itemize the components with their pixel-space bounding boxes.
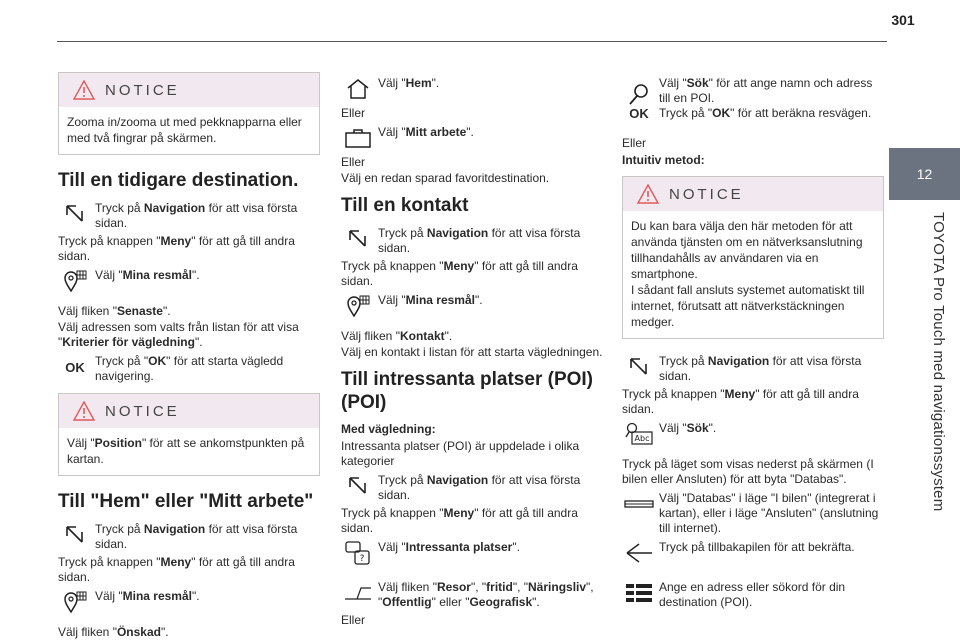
heading-contact: Till en kontakt — [341, 195, 469, 216]
notice-text: Du kan bara välja den här metoden för att använda tjänsten om en nätverksanslutning tillhandahålls av användaren via en smartphone. I sådant fall ansluts systemet automatiskt till internet, förutsatt att nätverkstäckningen medger. — [631, 219, 865, 329]
notice-header — [59, 73, 319, 107]
warning-icon — [73, 80, 95, 100]
step-enter-address: Ange en adress eller sökord för din destination (POI). — [622, 579, 884, 610]
paragraph: Tryck på knappen "Meny" för att gå till andra sidan. — [58, 234, 295, 263]
step-search: OK Välj "Sök" för att ange namn och adress till en POI. Tryck på "OK" för att beräkna resvägen. — [622, 75, 884, 127]
ok-icon: OK — [629, 105, 649, 121]
paragraph: Eller — [341, 613, 366, 627]
paragraph: Tryck på knappen "Meny" för att gå till andra sidan. — [341, 259, 578, 288]
step-ok: OK Tryck på "OK" för att starta vägledd navigering. — [58, 353, 320, 384]
page-number: 301 — [891, 12, 915, 28]
paragraph: Tryck på knappen "Meny" för att gå till andra sidan. — [622, 387, 859, 416]
paragraph: Tryck på läget som visas nederst på skärmen (I bilen eller Ansluten) för att byta "Databas". — [622, 457, 874, 486]
chapter-tab — [889, 148, 960, 200]
notice-title: NOTICE — [105, 402, 180, 420]
poi-icon — [341, 539, 375, 567]
paragraph: Välj fliken "Kontakt". — [341, 329, 453, 343]
step-my-destinations: Välj "Mina resmål". — [341, 292, 603, 320]
step-work: Välj "Mitt arbete". — [341, 124, 603, 152]
notice-header — [623, 177, 883, 211]
list-grid-icon — [622, 579, 656, 607]
chapter-number: 12 — [916, 165, 933, 182]
paragraph: Intressanta platser (POI) är uppdelade i olika kategorier — [341, 439, 580, 468]
column-3 — [622, 72, 884, 613]
map-pin-grid-icon — [58, 267, 92, 295]
paragraph: Välj fliken "Önskad". — [58, 625, 169, 639]
step-my-destinations: Välj "Mina resmål". — [58, 267, 320, 295]
step-database: Välj "Databas" i läge "I bilen" (integrerat i kartan), eller i läge "Ansluten" (anslutning till internet). — [622, 490, 884, 536]
navigation-icon — [341, 472, 375, 500]
ok-icon: OK — [65, 359, 85, 375]
heading-previous-destination: Till en tidigare destination. — [58, 170, 299, 191]
paragraph: Välj adressen som valts från listan för att visa "Kriterier för vägledning". — [58, 320, 299, 349]
warning-icon — [637, 184, 659, 204]
paragraph: Välj en redan sparad favoritdestination. — [341, 171, 550, 185]
notice-title: NOTICE — [669, 185, 744, 203]
step-navigation: Tryck på Navigation för att visa första sidan. — [58, 200, 320, 231]
step-navigation: Tryck på Navigation för att visa första sidan. — [58, 521, 320, 552]
paragraph: Välj en kontakt i listan för att starta vägledningen. — [341, 345, 603, 359]
notice-box — [622, 176, 884, 339]
step-home: Välj "Hem". — [341, 75, 603, 103]
paragraph: Tryck på knappen "Meny" för att gå till andra sidan. — [341, 506, 578, 535]
side-title: TOYOTA Pro Touch med navigationssystem — [930, 212, 947, 512]
paragraph: Tryck på knappen "Meny" för att gå till andra sidan. — [58, 555, 295, 584]
navigation-icon — [58, 521, 92, 549]
notice-box — [58, 393, 320, 476]
notice-text: Välj "Position" för att se ankomstpunkten på kartan. — [67, 436, 305, 466]
svg-text:?: ? — [359, 554, 365, 564]
paragraph: Eller — [341, 155, 366, 169]
step-search-keyboard: Abc Välj "Sök". — [622, 420, 884, 448]
navigation-icon — [341, 225, 375, 253]
paragraph: Välj fliken "Senaste". — [58, 304, 171, 318]
keyboard-icon-label: Abc — [634, 434, 650, 443]
subheading: Med vägledning: — [341, 422, 436, 436]
step-navigation: Tryck på Navigation för att visa första sidan. — [622, 353, 884, 384]
column-1 — [58, 72, 320, 641]
paragraph: Eller — [341, 106, 366, 120]
toggle-bar-icon — [622, 490, 656, 518]
step-poi: ? Välj "Intressanta platser". — [341, 539, 603, 567]
search-ok-icons — [622, 75, 656, 127]
heading-home-work: Till "Hem" eller "Mitt arbete" — [58, 491, 314, 512]
navigation-icon — [58, 200, 92, 228]
paragraph: Eller — [622, 136, 647, 150]
notice-title: NOTICE — [105, 81, 180, 99]
notice-header — [59, 394, 319, 428]
navigation-icon — [622, 353, 656, 381]
warning-icon — [73, 401, 95, 421]
briefcase-icon — [341, 124, 375, 152]
search-icon — [627, 82, 651, 106]
step-my-destinations: Välj "Mina resmål". — [58, 588, 320, 616]
step-navigation: Tryck på Navigation för att visa första sidan. — [341, 225, 603, 256]
step-categories: Välj fliken "Resor", "fritid", "Näringsliv", "Offentlig" eller "Geografisk". — [341, 579, 603, 610]
notice-text: Zooma in/zooma ut med pekknapparna eller med två fingrar på skärmen. — [67, 115, 302, 145]
notice-box — [58, 72, 320, 155]
heading-poi: Till intressanta platser (POI) (POI) — [341, 369, 594, 413]
subheading: Intuitiv metod: — [622, 153, 705, 167]
step-back: Tryck på tillbakapilen för att bekräfta. — [622, 539, 884, 567]
header-rule — [57, 41, 887, 42]
home-icon — [341, 75, 375, 103]
map-pin-grid-icon — [58, 588, 92, 616]
map-pin-grid-icon — [341, 292, 375, 320]
step-navigation: Tryck på Navigation för att visa första sidan. — [341, 472, 603, 503]
column-2 — [341, 72, 603, 629]
tab-icon — [341, 579, 375, 607]
back-arrow-icon — [622, 539, 656, 567]
keyboard-search-icon — [622, 420, 656, 448]
